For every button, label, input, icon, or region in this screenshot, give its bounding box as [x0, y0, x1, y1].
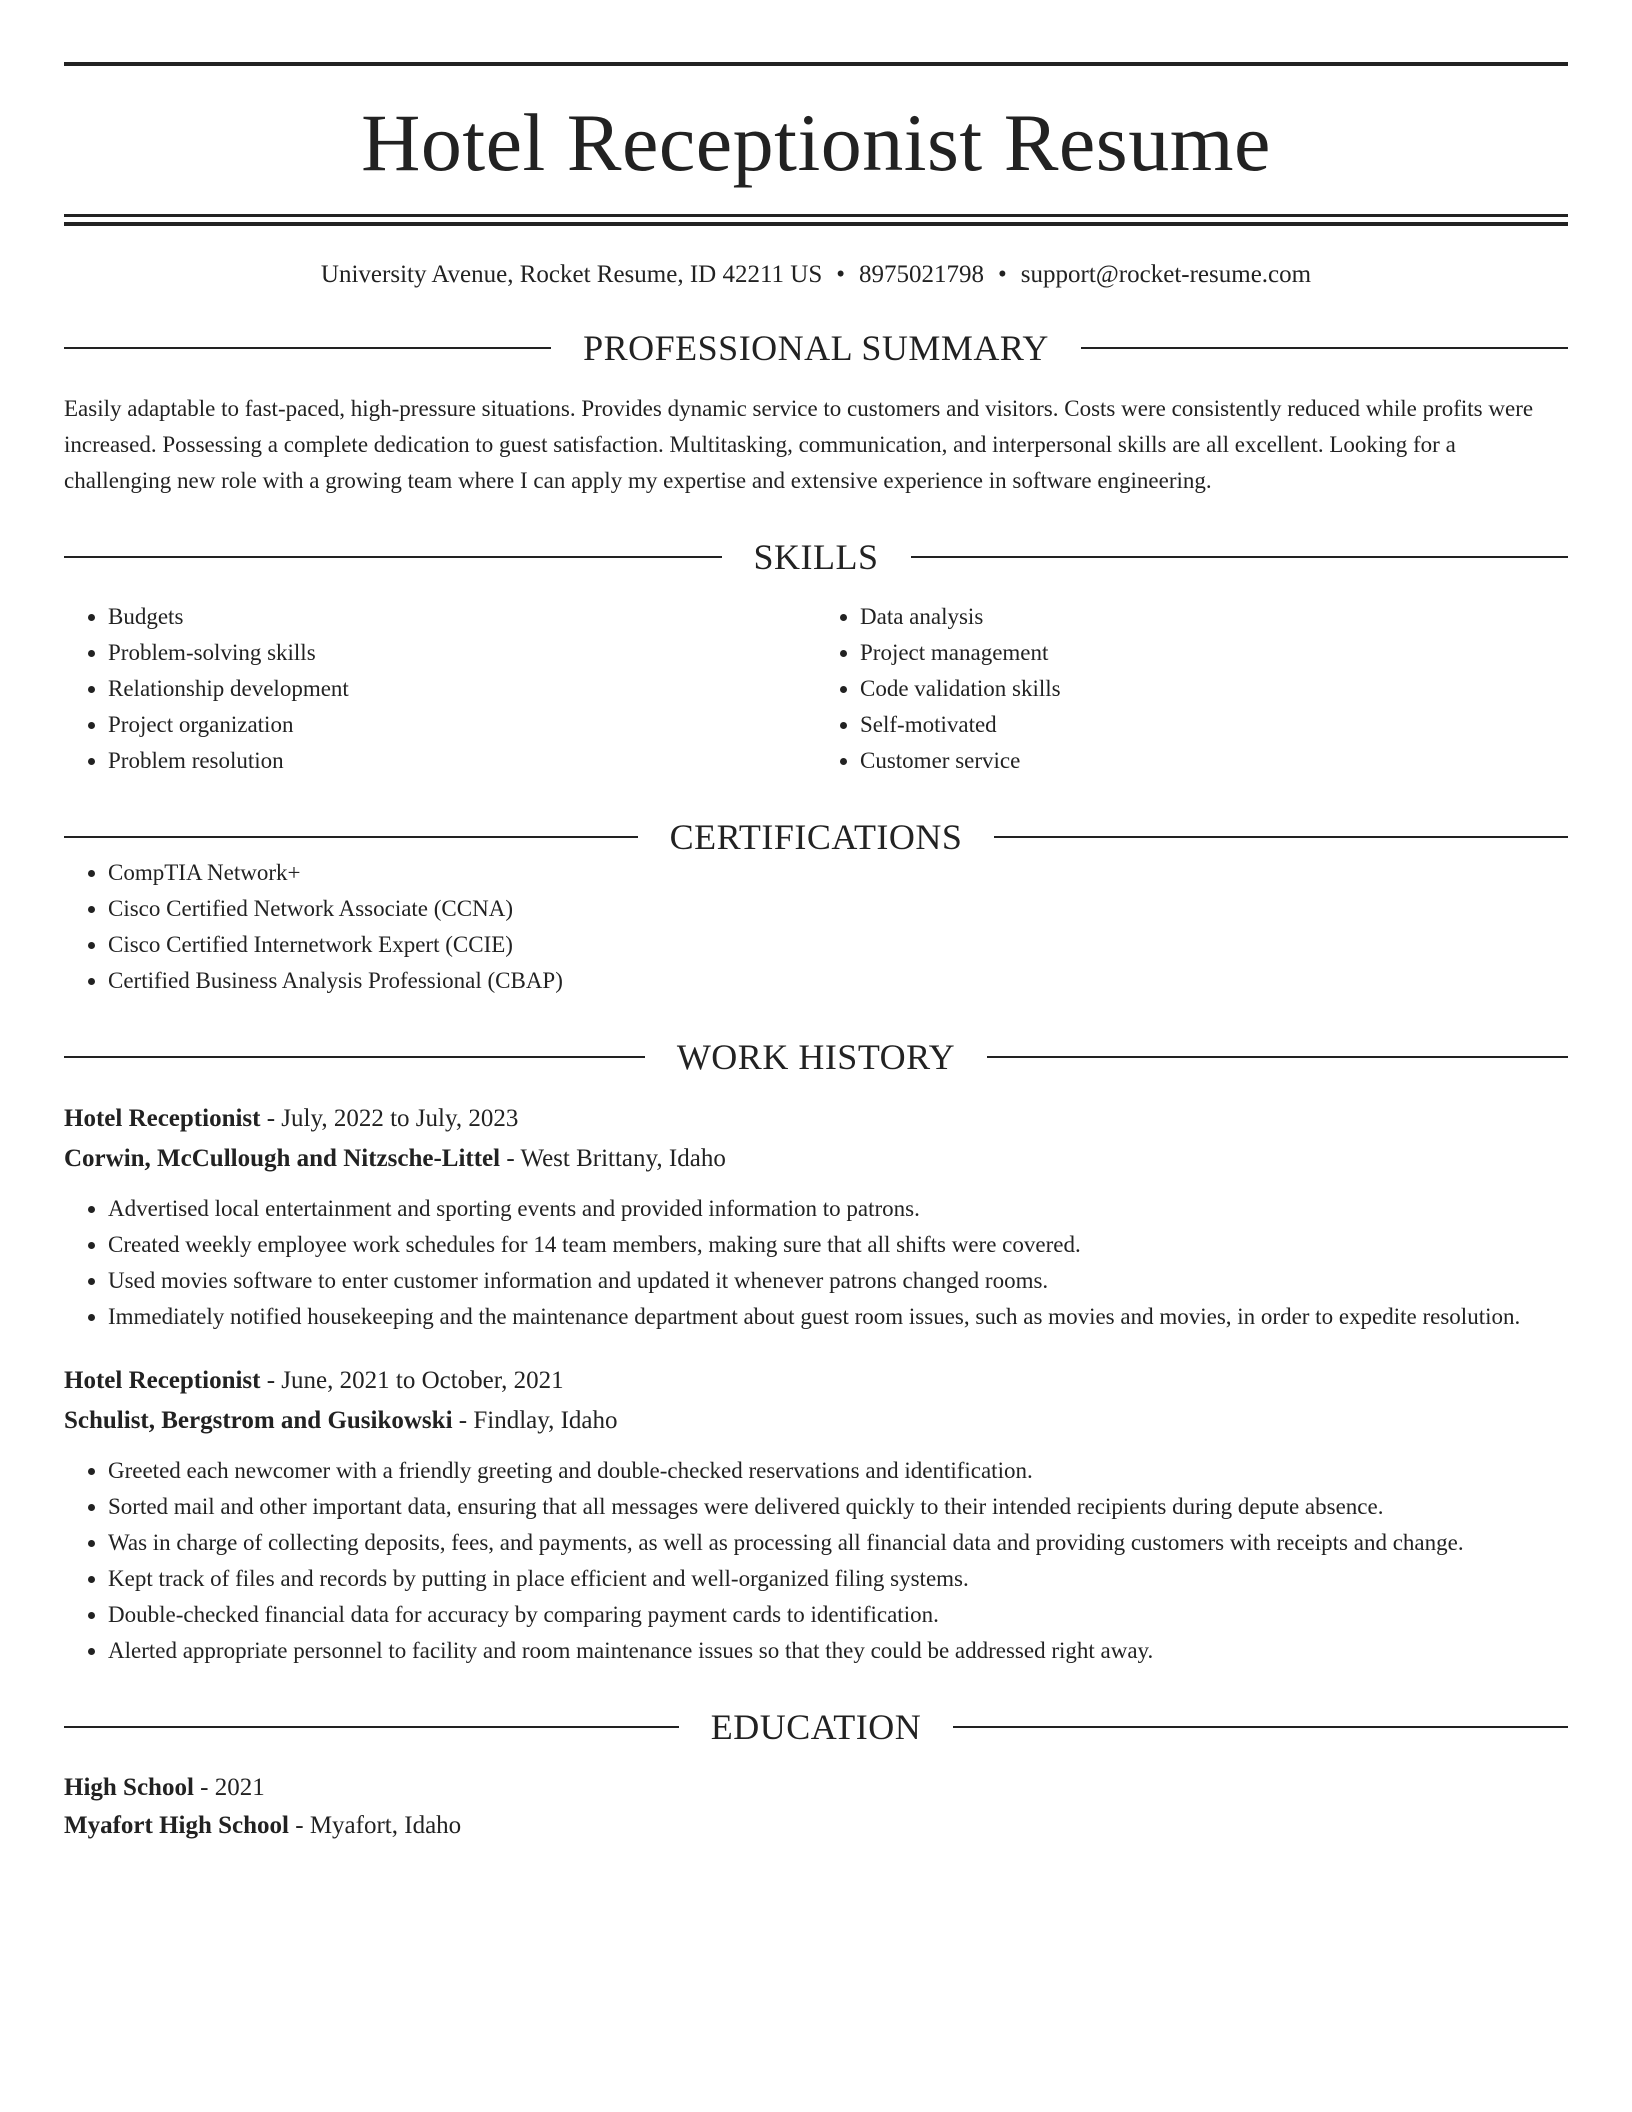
heading-rule-left: [64, 1056, 645, 1058]
education-year: - 2021: [193, 1774, 265, 1801]
skill-item: • Relationship development: [108, 671, 816, 707]
heading-rule-left: [64, 556, 722, 558]
heading-rule-right: [994, 836, 1568, 838]
skill-item: • Self-motivated: [860, 707, 1568, 743]
job-bullet: • Double-checked financial data for accuracy by comparing payment cards to identification.: [108, 1597, 1568, 1633]
job-company: Corwin, McCullough and Nitzsche-Littel: [64, 1145, 501, 1172]
job-bullet: • Created weekly employee work schedules for 14 team members, making sure that all shifts were covered.: [108, 1227, 1568, 1263]
certification-item: • Cisco Certified Network Associate (CCNA): [108, 891, 1568, 927]
job-title: Hotel Receptionist: [64, 1367, 261, 1394]
title-double-rule: [64, 214, 1568, 226]
job-bullet: • Alerted appropriate personnel to facility and room maintenance issues so that they could be addressed right away.: [108, 1633, 1568, 1669]
skill-item: • Project organization: [108, 707, 816, 743]
skill-item: • Project management: [860, 635, 1568, 671]
skill-item: • Problem-solving skills: [108, 635, 816, 671]
contact-address: University Avenue, Rocket Resume, ID 42211 US: [320, 261, 823, 288]
education-location: - Myafort, Idaho: [289, 1812, 462, 1839]
summary-text: Easily adaptable to fast-paced, high-pressure situations. Provides dynamic service to customers and visitors. Costs were consistently reduced while profits were increased. Possessing a complete dedication to guest satisfaction. Multitasking, communication, and interpersonal skills are all excellent. Looking for a challenging new role with a growing team where I can apply my expertise and extensive experience in software engineering.: [64, 396, 1534, 493]
education-school: Myafort High School: [64, 1812, 289, 1839]
skills-heading-label: SKILLS: [753, 537, 879, 577]
skill-item: • Budgets: [108, 599, 816, 635]
heading-rule-left: [64, 836, 638, 838]
heading-rule-right: [911, 556, 1569, 558]
certifications-heading-label: CERTIFICATIONS: [669, 817, 963, 857]
summary-heading-label: PROFESSIONAL SUMMARY: [583, 328, 1049, 368]
job-bullet: • Used movies software to enter customer information and updated it whenever patrons changed rooms.: [108, 1263, 1568, 1299]
job-bullets: [64, 1191, 1568, 1335]
skill-item: • Customer service: [860, 743, 1568, 779]
skill-item: • Data analysis: [860, 599, 1568, 635]
job-title: Hotel Receptionist: [64, 1105, 261, 1132]
contact-phone: 8975021798: [859, 261, 985, 288]
job-company-line: [64, 1139, 1568, 1179]
job-location: - West Brittany, Idaho: [500, 1145, 726, 1172]
skill-item: • Problem resolution: [108, 743, 816, 779]
work-history-heading-label: WORK HISTORY: [676, 1037, 956, 1077]
contact-separator: •: [998, 261, 1007, 288]
education-heading: [64, 1709, 1568, 1745]
job-bullet: • Greeted each newcomer with a friendly greeting and double-checked reservations and identification.: [108, 1453, 1568, 1489]
education-degree: High School: [64, 1774, 194, 1801]
heading-rule-right: [1081, 347, 1568, 349]
skills-list-right: [816, 599, 1568, 779]
job-location: - Findlay, Idaho: [452, 1407, 618, 1434]
certification-item: • CompTIA Network+: [108, 855, 1568, 891]
heading-rule-left: [64, 347, 551, 349]
job-bullet: • Advertised local entertainment and sporting events and provided information to patrons.: [108, 1191, 1568, 1227]
heading-rule-left: [64, 1726, 679, 1728]
skills-list-left: [64, 599, 816, 779]
heading-rule-right: [987, 1056, 1568, 1058]
job-company-line: [64, 1401, 1568, 1441]
job-dates: - July, 2022 to July, 2023: [260, 1105, 519, 1132]
skills-grid: [64, 599, 1568, 779]
certifications-heading: [64, 819, 1568, 855]
contact-separator: •: [836, 261, 846, 288]
certification-item: • Certified Business Analysis Professional (CBAP): [108, 963, 1568, 999]
education-heading-label: EDUCATION: [710, 1707, 922, 1747]
job-bullets: [64, 1453, 1568, 1669]
job-company: Schulist, Bergstrom and Gusikowski: [64, 1407, 453, 1434]
education-degree-line: [64, 1769, 1568, 1807]
heading-rule-right: [953, 1726, 1568, 1728]
skills-heading: [64, 539, 1568, 575]
contact-email: support@rocket-resume.com: [1020, 261, 1312, 288]
contact-line: [64, 260, 1568, 290]
summary-heading: [64, 330, 1568, 366]
job-entry: [64, 1099, 1568, 1335]
education-entry: [64, 1769, 1568, 1845]
certification-item: • Cisco Certified Internetwork Expert (CCIE): [108, 927, 1568, 963]
skill-item: • Code validation skills: [860, 671, 1568, 707]
job-bullet: • Was in charge of collecting deposits, fees, and payments, as well as processing all financial data and providing customers with receipts and change.: [108, 1525, 1568, 1561]
job-bullet: • Immediately notified housekeeping and the maintenance department about guest room issues, such as movies and movies, in order to expedite resolution.: [108, 1299, 1568, 1335]
job-bullet: • Kept track of files and records by putting in place efficient and well-organized filing systems.: [108, 1561, 1568, 1597]
job-bullet: • Sorted mail and other important data, ensuring that all messages were delivered quickly to their intended recipients during depute absence.: [108, 1489, 1568, 1525]
job-dates: - June, 2021 to October, 2021: [260, 1367, 564, 1394]
job-title-line: [64, 1361, 1568, 1401]
job-title-line: [64, 1099, 1568, 1139]
certifications-list: [64, 855, 1568, 999]
job-entry: [64, 1361, 1568, 1669]
top-rule: [64, 62, 1568, 66]
work-history-heading: [64, 1039, 1568, 1075]
resume-title: Hotel Receptionist Resume: [361, 97, 1271, 188]
education-school-line: [64, 1807, 1568, 1845]
